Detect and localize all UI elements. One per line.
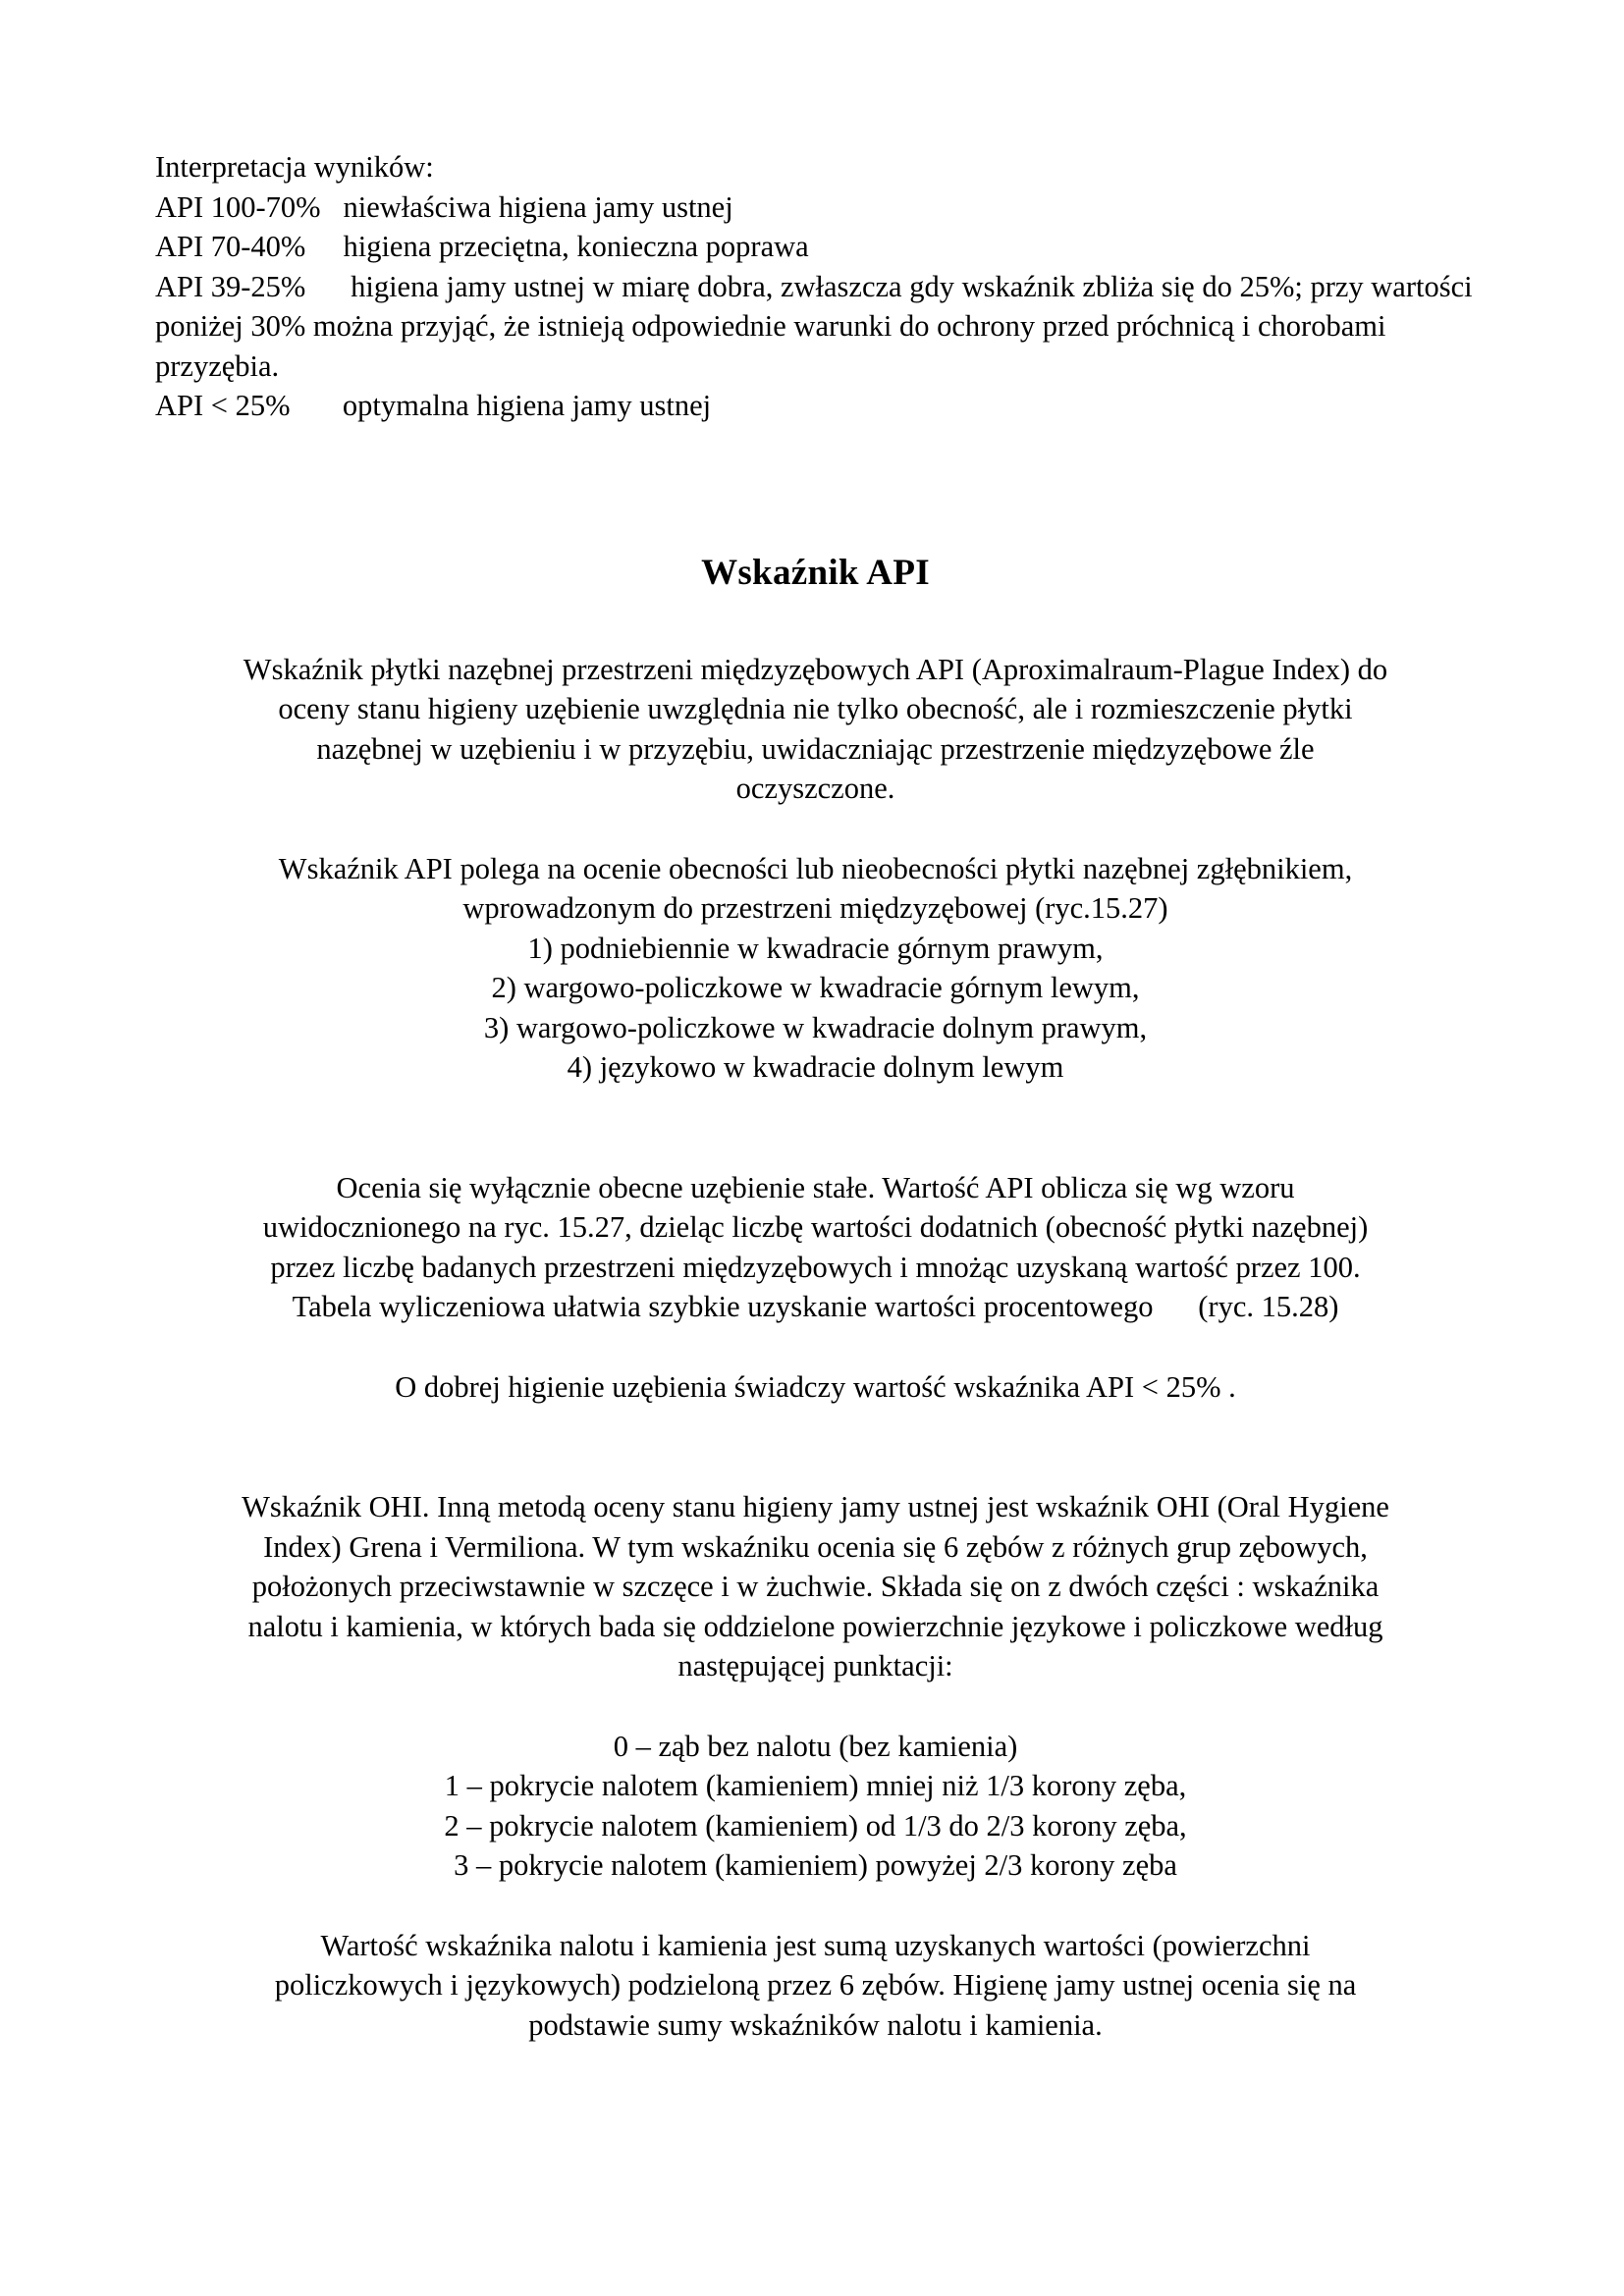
api-p2-line-0: Wskaźnik API polega na ocenie obecności lub nieobecności płytki nazębnej zgłębnikiem, [278, 851, 1353, 885]
ohi-p1-line-3: nalotu i kamienia, w których bada się oddzielone powierzchnie językowe i policzkowe według [247, 1609, 1383, 1643]
document-content [155, 147, 1476, 2045]
interpretation-row-0 [155, 187, 1476, 228]
page-title: Wskaźnik API [701, 552, 930, 593]
interpretation-range-2: API 39-25% [155, 269, 306, 303]
api-p2-line-1: wprowadzonym do przestrzeni międzyzębowej (ryc.15.27) [462, 891, 1168, 925]
api-p1-line-3: oczyszczone. [735, 772, 895, 805]
api-p2-item-1: 1) podniebiennie w kwadracie górnym prawym, [527, 931, 1104, 965]
ohi-p1-line-0: Wskaźnik OHI. Inną metodą oceny stanu higieny jamy ustnej jest wskaźnik OHI (Oral Hygiene [242, 1490, 1389, 1523]
ohi-score-item-0: 0 – ząb bez nalotu (bez kamienia) [613, 1729, 1018, 1763]
ohi-p1-line-2: położonych przeciwstawnie w szczęce i w żuchwie. Składa się on z dwóch części : wskaźnika [251, 1570, 1380, 1603]
ohi-score-item-3: 3 – pokrycie nalotem (kamieniem) powyżej 2/3 korony zęba [454, 1848, 1177, 1882]
api-p3-line-3: Tabela wyliczeniowa ułatwia szybkie uzyskanie wartości procentowego (ryc. 15.28) [292, 1290, 1339, 1323]
api-p3-line-2: przez liczbę badanych przestrzeni międzyzębowych i mnożąc uzyskaną wartość przez 100. [270, 1250, 1361, 1284]
api-p2-item-3: 3) wargowo-policzkowe w kwadracie dolnym prawym, [483, 1010, 1148, 1044]
api-paragraph-4 [155, 1367, 1476, 1408]
ohi-paragraph-2 [155, 1926, 1476, 2046]
ohi-p2-line-1: policzkowych i językowych) podzieloną przez 6 zębów. Higienę jamy ustnej ocenia się na [274, 1968, 1357, 2002]
api-paragraph-3 [155, 1168, 1476, 1327]
api-p4-line-0: O dobrej higienie uzębienia świadczy wartość wskaźnika API < 25% . [395, 1369, 1236, 1404]
interpretation-range-1: API 70-40% [155, 230, 306, 263]
interpretation-row-2 [155, 267, 1476, 387]
api-p3-line-1: uwidocznionego na ryc. 15.27, dzieląc liczbę wartości dodatnich (obecność płytki nazębnej) [262, 1210, 1369, 1244]
ohi-p2-line-0: Wartość wskaźnika nalotu i kamienia jest sumą uzyskanych wartości (powierzchni [320, 1928, 1311, 1962]
ohi-score-item-2: 2 – pokrycie nalotem (kamieniem) od 1/3 do 2/3 korony zęba, [444, 1808, 1187, 1842]
ohi-p2-line-2: podstawie sumy wskaźników nalotu i kamienia. [528, 2007, 1103, 2042]
ohi-scoring-list [155, 1727, 1476, 1886]
interpretation-desc-1: higiena przeciętna, konieczna poprawa [343, 230, 809, 263]
ohi-paragraph-1 [155, 1487, 1476, 1686]
interpretation-range-0: API 100-70% [155, 189, 321, 224]
interpretation-row-1 [155, 227, 1476, 267]
ohi-p1-line-1: Index) Grena i Vermiliona. W tym wskaźniku ocenia się 6 zębów z różnych grup zębowych, [263, 1529, 1368, 1564]
interpretation-desc-0: niewłaściwa higiena jamy ustnej [343, 189, 733, 224]
interpretation-row-3 [155, 386, 1476, 426]
interpretation-desc-3: optymalna higiena jamy ustnej [342, 389, 712, 422]
api-p1-line-0: Wskaźnik płytki nazębnej przestrzeni międzyzębowych API (Aproximalraum-Plague Index) do [243, 652, 1388, 686]
interpretation-heading: Interpretacja wyników: [155, 150, 434, 184]
api-p2-item-4: 4) językowo w kwadracie dolnym lewym [567, 1050, 1064, 1084]
interpretation-block [155, 147, 1476, 426]
api-p1-line-1: oceny stanu higieny uzębienie uwzględnia nie tylko obecność, ale i rozmieszczenie płytki [278, 692, 1353, 725]
ohi-score-item-1: 1 – pokrycie nalotem (kamieniem) mniej niż 1/3 korony zęba, [444, 1769, 1187, 1802]
api-p2-item-2: 2) wargowo-policzkowe w kwadracie górnym lewym, [491, 971, 1140, 1004]
api-p3-line-0: Ocenia się wyłącznie obecne uzębienie stałe. Wartość API oblicza się wg wzoru [336, 1170, 1295, 1204]
interpretation-desc-2: higiena jamy ustnej w miarę dobra, zwłaszcza gdy wskaźnik zbliża się do 25%; przy wartości poniżej 30% można przyjąć, że istnieją odpowiednie warunki do ochrony przed próchnicą i chorobami przyzębia. [155, 269, 1473, 383]
api-paragraph-2 [155, 849, 1476, 1088]
ohi-p1-line-4: następującej punktacji: [677, 1649, 953, 1682]
api-p1-line-2: nazębnej w uzębieniu i w przyzębiu, uwidaczniając przestrzenie międzyzębowe źle [316, 731, 1315, 766]
interpretation-range-3: API < 25% [155, 389, 291, 422]
api-paragraph-1 [155, 650, 1476, 809]
